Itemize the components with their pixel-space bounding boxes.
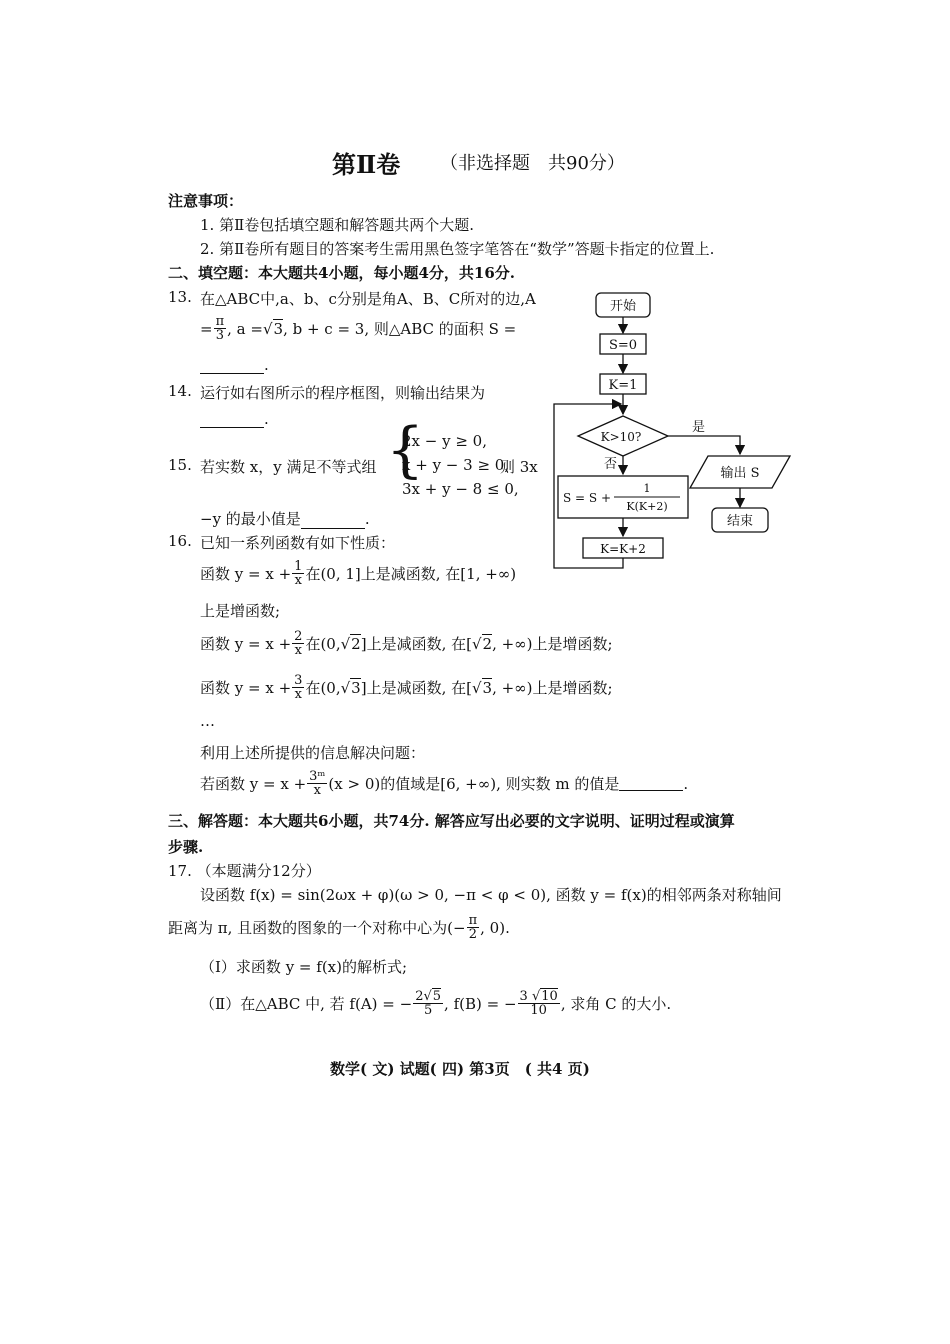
q15-ineq2: x + y − 3 ≥ 0,: [402, 456, 510, 474]
q17-p2-mid: , f(B) = −: [444, 994, 517, 1013]
q15-line2-text: −y 的最小值是: [200, 510, 301, 528]
q16-ellipsis: …: [200, 712, 215, 730]
q13-mid2: , b + c = 3, 则△ABC 的面积 S =: [283, 320, 517, 338]
q15-ineq1: 2x − y ≥ 0,: [402, 432, 487, 450]
q16-f2-r2: 2: [482, 635, 493, 653]
program-flowchart: [540, 285, 810, 585]
q16-f1-fraction: [292, 560, 304, 587]
q14-answer-blank[interactable]: [200, 413, 264, 428]
q16-last-num: 3ᵐ: [309, 769, 326, 784]
sqrt-sign: √: [471, 634, 482, 653]
flow-condition-label: K>10?: [600, 430, 642, 444]
q16-f2-c: , +∞)上是增函数;: [492, 635, 613, 653]
q17-p2-den1: 5: [423, 1003, 433, 1018]
q17-p2-num1: [413, 990, 443, 1004]
q13-number: 13.: [168, 288, 192, 306]
q16-f3-r1: 3: [351, 679, 361, 697]
q16-f1-line2: 上是增函数;: [200, 602, 281, 620]
q16-last-den: x: [313, 783, 321, 798]
flow-update-s-label: S = S +: [563, 491, 611, 505]
q16-f3-b: ]上是减函数, 在[: [360, 679, 472, 697]
flow-no-label: 否: [604, 457, 618, 472]
q15-tail: 则 3x: [500, 458, 538, 476]
q17-p2-num2-coef: 3: [519, 989, 528, 1004]
q16-answer-blank[interactable]: [619, 776, 683, 791]
q16-f2-fraction: [292, 630, 304, 657]
flow-update-k-label: K=K+2: [600, 542, 646, 556]
q17-p2-post: , 求角 C 的大小.: [560, 995, 672, 1013]
notice-item-1: 1. 第Ⅱ卷包括填空题和解答题共两个大题.: [200, 216, 475, 234]
section3-heading-line2: 步骤.: [168, 838, 204, 856]
q16-f1-post: 在(0, 1]上是减函数, 在[1, +∞): [305, 565, 517, 583]
q15-line2: [200, 508, 370, 529]
q17-p2-num2: [518, 990, 560, 1004]
q14-text: 运行如右图所示的程序框图，则输出结果为: [200, 384, 486, 402]
q13-fraction: [214, 315, 227, 342]
q16-use: 利用上述所提供的信息解决问题：: [200, 744, 426, 762]
q13-sqrt-value: 3: [273, 320, 284, 338]
flow-init-k-label: K=1: [608, 378, 638, 393]
q13-answer-line: [200, 356, 269, 374]
page-title: 第Ⅱ卷: [332, 150, 401, 179]
q16-f3-den: x: [294, 687, 302, 702]
q17-p2-num1-coef: 2: [415, 989, 424, 1004]
flow-update-s-den: K(K+2): [626, 500, 668, 513]
q16-f1-num: 1: [294, 559, 303, 574]
q15-number: 15.: [168, 456, 192, 474]
q16-last-pre: 若函数 y = x +: [200, 775, 307, 793]
q13-line2: [200, 315, 516, 342]
q16-f1-pre: 函数 y = x +: [200, 565, 292, 583]
q15-lead: 若实数 x，y 满足不等式组: [200, 458, 377, 476]
q15-brace: {: [386, 415, 425, 485]
sqrt-sign: √: [471, 678, 482, 697]
q14-answer-line: [200, 410, 269, 428]
q13-line1: 在△ABC中,a、b、c分别是角A、B、C所对的边,A: [200, 290, 536, 308]
q17-p2-fraction2: [518, 990, 560, 1017]
q16-f3: [200, 674, 613, 701]
q16-end: .: [683, 774, 689, 793]
q16-f3-r2: 3: [482, 679, 493, 697]
q17-l2-num: π: [468, 913, 478, 928]
q17-heading: 17. （本题满分12分）: [168, 862, 321, 880]
q15-answer-blank[interactable]: [301, 514, 365, 529]
q13-end: .: [264, 356, 269, 374]
q16-last-post: (x > 0)的值域是[6, +∞), 则实数 m 的值是: [328, 775, 620, 793]
q17-l2-post: , 0).: [480, 918, 510, 937]
q16-f2-b: ]上是减函数, 在[: [360, 635, 472, 653]
q16-f1: [200, 560, 516, 587]
q17-part1: （Ⅰ）求函数 y = f(x)的解析式;: [200, 958, 408, 976]
notice-heading: 注意事项：: [168, 192, 244, 210]
q17-l2-fraction: [467, 914, 480, 941]
q17-line2: [168, 914, 510, 941]
flow-output-label: 输出 S: [720, 466, 760, 481]
q16-f2-a: 在(0,: [305, 635, 341, 653]
q16-last: [200, 770, 688, 797]
q17-l2-pre: 距离为 π, 且函数的图象的一个对称中心为(−: [168, 919, 466, 937]
q16-f2-den: x: [294, 643, 302, 658]
q16-f3-pre: 函数 y = x +: [200, 679, 292, 697]
flow-yes-label: 是: [692, 420, 706, 435]
q16-intro: 已知一系列函数有如下性质：: [200, 534, 396, 552]
q13-eq: =: [200, 319, 213, 338]
q16-f2-r1: 2: [351, 635, 361, 653]
page-footer: 数学( 文) 试题( 四) 第3页 ( 共4 页): [330, 1060, 590, 1078]
sqrt-sign: √: [531, 989, 541, 1004]
sqrt-sign: √: [262, 319, 273, 338]
q14-number: 14.: [168, 382, 192, 400]
page-subtitle: （非选择题 共90分）: [440, 153, 625, 174]
q17-p2-fraction1: [413, 990, 443, 1017]
q13-answer-blank[interactable]: [200, 359, 264, 374]
flow-update-s-num: 1: [643, 482, 651, 495]
q16-f3-c: , +∞)上是增函数;: [492, 679, 613, 697]
q17-part2: [200, 990, 671, 1017]
q15-ineq3: 3x + y − 8 ≤ 0,: [402, 480, 519, 498]
q16-f3-a: 在(0,: [305, 679, 341, 697]
flow-end-label: 结束: [726, 514, 754, 529]
notice-item-2: 2. 第Ⅱ卷所有题目的答案考生需用黑色签字笔答在“数学”答题卡指定的位置上.: [200, 240, 715, 258]
q14-end: .: [264, 410, 269, 428]
flow-start-label: 开始: [609, 299, 637, 314]
q17-p2-den2: 10: [530, 1003, 547, 1018]
q17-line1: 设函数 f(x) = sin(2ωx + φ)(ω > 0, −π < φ < 0), 函数 y = f(x)的相邻两条对称轴间: [200, 886, 782, 904]
q16-f2-pre: 函数 y = x +: [200, 635, 292, 653]
q15-end: .: [364, 510, 370, 528]
flow-init-s-label: S=0: [608, 338, 638, 353]
q16-f1-den: x: [294, 573, 302, 588]
q16-last-fraction: [307, 770, 327, 797]
q16-f2: [200, 630, 613, 657]
q17-l2-den: 2: [468, 927, 477, 942]
q16-number: 16.: [168, 532, 192, 550]
q13-mid1: , a =: [227, 319, 263, 338]
section3-heading-line1: 三、解答题：本大题共6小题，共74分. 解答应写出必要的文字说明、证明过程或演算: [168, 812, 735, 830]
section2-heading: 二、填空题：本大题共4小题，每小题4分，共16分.: [168, 264, 515, 282]
q16-f2-num: 2: [294, 629, 303, 644]
q13-frac-den: 3: [215, 328, 224, 343]
sqrt-sign: √: [340, 678, 351, 697]
q13-frac-num: π: [215, 314, 225, 329]
q16-f3-fraction: [292, 674, 304, 701]
q17-p2-num2-root: 10: [541, 989, 558, 1004]
sqrt-sign: √: [340, 634, 351, 653]
q17-p2-num1-root: 5: [432, 989, 442, 1004]
q16-f3-num: 3: [294, 673, 303, 688]
sqrt-sign: √: [423, 989, 432, 1004]
q17-p2-pre: （Ⅱ）在△ABC 中, 若 f(A) = −: [200, 995, 413, 1013]
